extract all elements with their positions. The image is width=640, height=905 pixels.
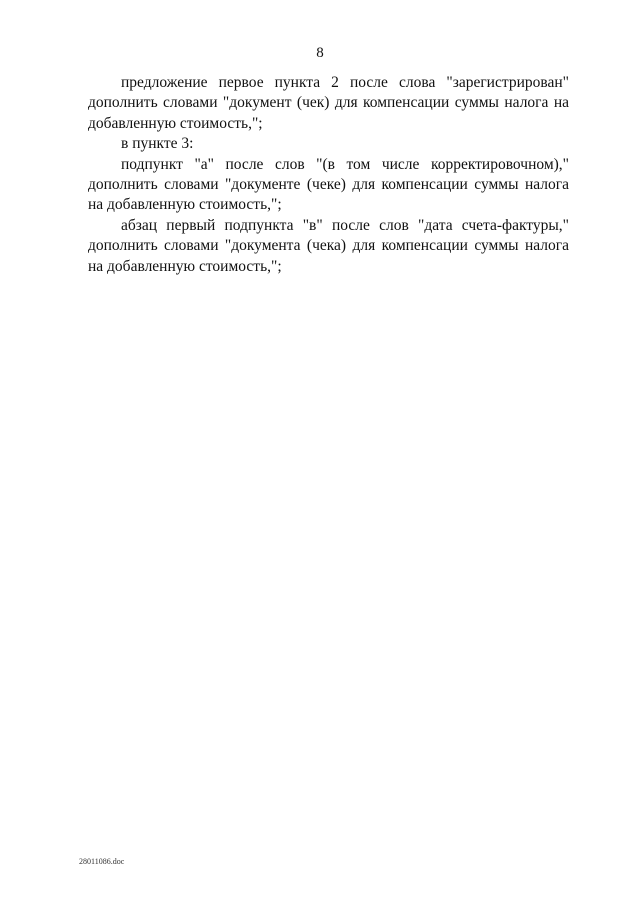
paragraph: подпункт "а" после слов "(в том числе корректировочном)," дополнить словами "документе (чеке) для компенсации суммы налога на добавленную стоимость,"; bbox=[88, 155, 569, 214]
document-body bbox=[88, 73, 569, 277]
paragraph: в пункте 3: bbox=[121, 135, 194, 153]
paragraph: абзац первый подпункта "в" после слов "дата счета-фактуры," дополнить словами "документа (чека) для компенсации суммы налога на добавленную стоимость,"; bbox=[88, 216, 569, 275]
paragraph: предложение первое пункта 2 после слова "зарегистрирован" дополнить словами "документ (чек) для компенсации суммы налога на добавленную стоимость,"; bbox=[88, 74, 569, 132]
footer-filename: 28011086.doc bbox=[79, 857, 125, 866]
page-number: 8 bbox=[316, 45, 324, 61]
